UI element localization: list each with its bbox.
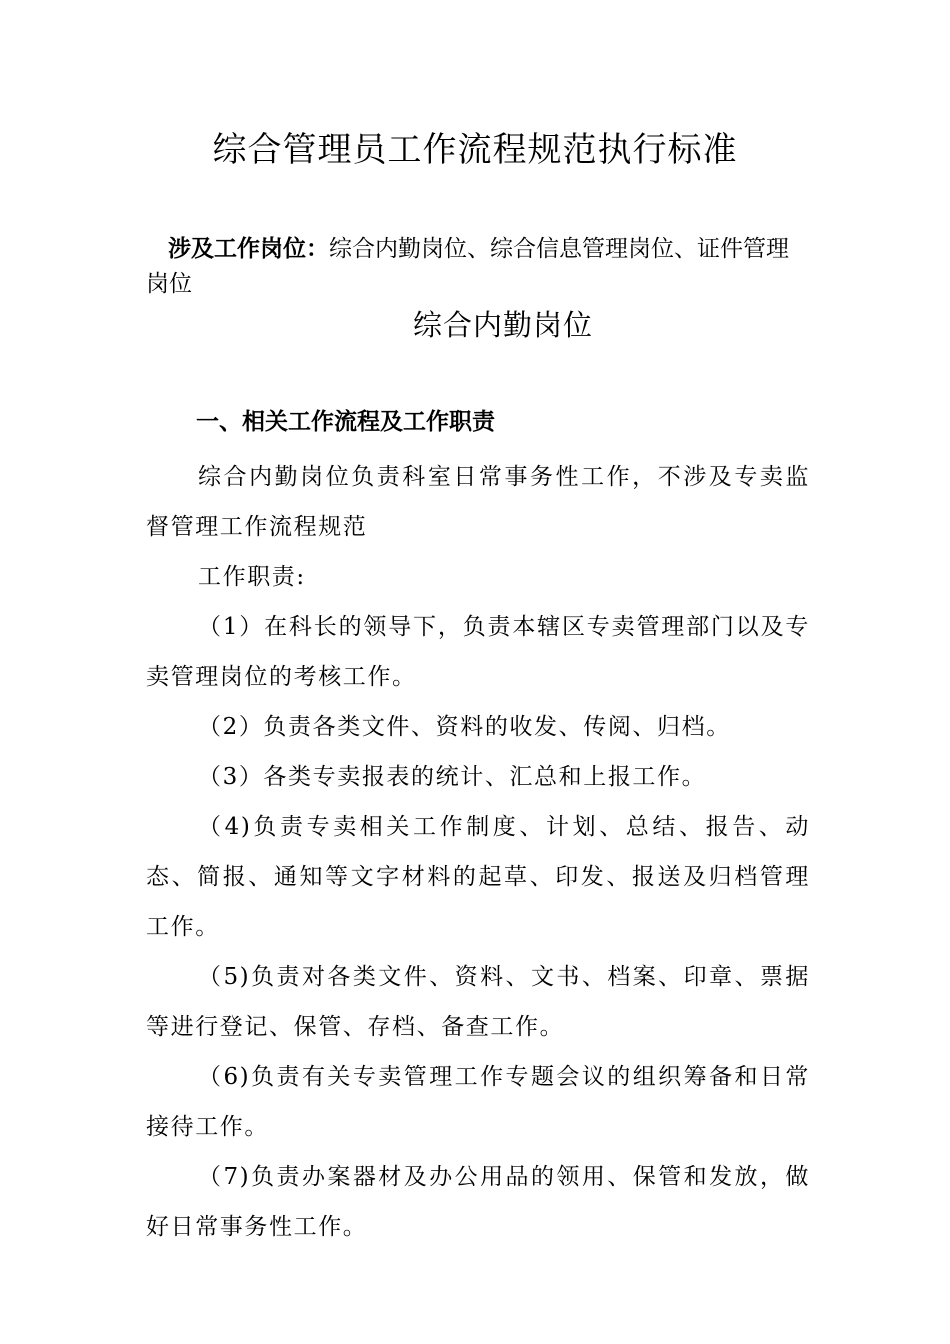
duty-item-2: （2）负责各类文件、资料的收发、传阅、归档。 — [198, 714, 731, 740]
duty-item-1: （1）在科长的领导下，负责本辖区专卖管理部门以及专卖管理岗位的考核工作。 — [146, 614, 810, 690]
section-title: 综合内勤岗位 — [412, 308, 593, 342]
duty-item-5: （5)负责对各类文件、资料、文书、档案、印章、票据等进行登记、保管、存档、备查工作。 — [146, 964, 810, 1040]
duty-item-6: （6)负责有关专卖管理工作专题会议的组织筹备和日常接待工作。 — [146, 1064, 810, 1140]
duties-label: 工作职责: — [198, 564, 306, 590]
duty-item-7: （7)负责办案器材及办公用品的领用、保管和发放，做好日常事务性工作。 — [146, 1164, 810, 1240]
positions-value: 综合内勤岗位、综合信息管理岗位、证件管理岗位 — [146, 236, 789, 297]
positions-line — [146, 232, 810, 302]
heading-workflow-duties: 一、相关工作流程及工作职责 — [196, 409, 495, 435]
document-title: 综合管理员工作流程规范执行标准 — [212, 130, 738, 170]
intro-paragraph: 综合内勤岗位负责科室日常事务性工作，不涉及专卖监督管理工作流程规范 — [146, 464, 810, 540]
body-text — [146, 452, 810, 1252]
duty-item-3: （3）各类专卖报表的统计、汇总和上报工作。 — [198, 764, 707, 790]
duty-item-4: （4)负责专卖相关工作制度、计划、总结、报告、动态、简报、通知等文字材料的起草、印发、报送及归档管理工作。 — [146, 814, 810, 940]
positions-label: 涉及工作岗位： — [168, 236, 329, 262]
